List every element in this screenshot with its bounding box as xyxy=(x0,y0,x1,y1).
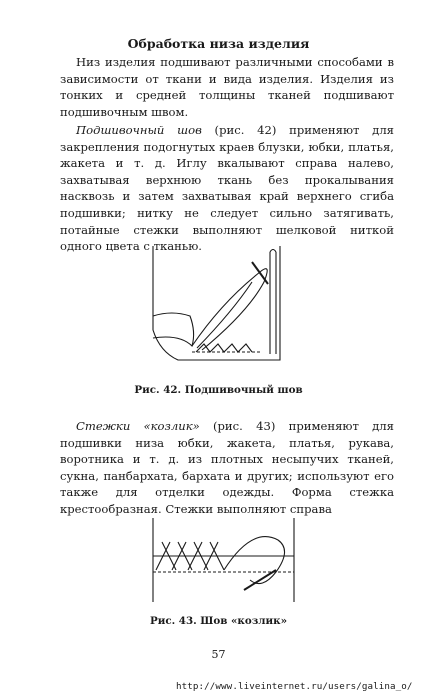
figure-43-herringbone-stitch xyxy=(152,516,298,606)
paragraph-hem-stitch-body: (рис. 42) применяют для закрепления подогнутых краев блузки, юбки, платья, жакета и т. д. Иглу вкалывают справа налево, захватывая верхнюю ткань без прокалывания насквозь и затем захватывая край верхнего сгиба подшивки; нитку не следует сильно затягивать, потайные стежки выполняют шелковой ниткой одного цвета с тканью. xyxy=(60,123,394,254)
page-number: 57 xyxy=(211,648,226,661)
term-hem-stitch: Подшивочный шов xyxy=(76,123,202,137)
source-watermark-url: http://www.liveinternet.ru/users/galina_o/ xyxy=(176,681,413,692)
figure-42-hem-stitch xyxy=(152,242,302,370)
paragraph-hem-stitch xyxy=(60,122,394,255)
section-title: Обработка низа изделия xyxy=(127,36,310,51)
paragraph-herringbone xyxy=(60,418,394,518)
paragraph-intro: Низ изделия подшивают различными способами в зависимости от ткани и вида изделия. Изделия из тонких и средней толщины тканей подшивают подшивочным швом. xyxy=(60,55,394,119)
figure-43-caption: Рис. 43. Шов «козлик» xyxy=(149,615,288,627)
figure-42-caption: Рис. 42. Подшивочный шов xyxy=(134,384,303,396)
paragraph-herringbone-body: (рис. 43) применяют для подшивки низа юбки, жакета, платья, рукава, воротника и т. д. из плотных несыпучих тканей, сукна, панбархата, бархата и других; используют его также для отделки одежды. Форма стежка крестообразная. Стежки выполняют справа xyxy=(60,419,394,516)
term-herringbone: Стежки «козлик» xyxy=(76,419,200,433)
